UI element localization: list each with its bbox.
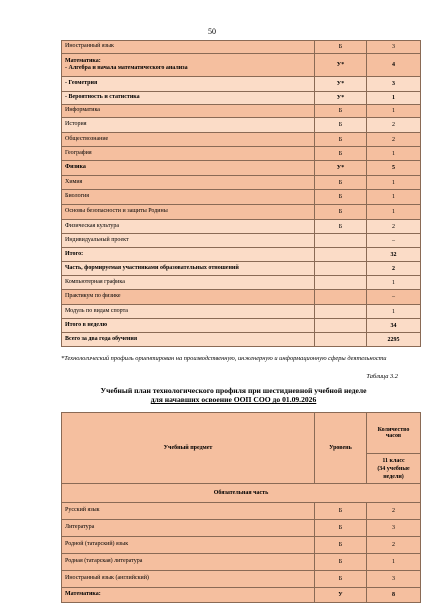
level-cell: Б	[315, 503, 367, 520]
hours-cell: 1	[367, 92, 421, 105]
table-row	[62, 262, 421, 276]
subject-cell: География	[62, 147, 315, 161]
subject-cell: Физика	[62, 161, 315, 176]
table-number: Таблица 3.2	[366, 373, 398, 380]
hours-cell: –	[367, 290, 421, 305]
section-title: Обязательная часть	[62, 484, 421, 503]
subject-cell: Компьютерная графика	[62, 276, 315, 290]
table-row	[62, 248, 421, 262]
subject-cell: Практикум по физике	[62, 290, 315, 305]
table-row	[62, 41, 421, 54]
subject-cell: Литература	[62, 520, 315, 537]
level-cell: Б	[315, 118, 367, 133]
subject-cell: Индивидуальный проект	[62, 234, 315, 248]
hours-cell: 2	[367, 503, 421, 520]
subject-cell: Итого в неделю	[62, 319, 315, 333]
level-cell: Б	[315, 205, 367, 220]
subject-cell: Всего за два года обучения	[62, 333, 315, 347]
hours-cell: 1	[367, 205, 421, 220]
level-cell	[315, 290, 367, 305]
hours-cell: 1	[367, 276, 421, 290]
level-cell	[315, 234, 367, 248]
subject-cell: Русский язык	[62, 503, 315, 520]
table-row	[62, 588, 421, 603]
level-cell: Б	[315, 176, 367, 190]
hours-cell: 1	[367, 105, 421, 118]
table-row	[62, 92, 421, 105]
hours-cell: –	[367, 234, 421, 248]
subject-cell: Физическая культура	[62, 220, 315, 234]
level-cell: Б	[315, 537, 367, 554]
table-title-line-1: Учебный план технологического профиля при шестидневной учебной неделе	[100, 386, 367, 395]
level-cell: У	[315, 588, 367, 603]
hours-cell: 2295	[367, 333, 421, 347]
level-cell: Б	[315, 220, 367, 234]
curriculum-table-2	[61, 412, 421, 603]
header-class: 11 класс (34 учебные недели)	[367, 454, 421, 484]
table-title-line-2: для начавших освоение ООП СОО до 01.09.2026	[150, 395, 317, 404]
table-row	[62, 147, 421, 161]
hours-cell: 3	[367, 520, 421, 537]
level-cell: У*	[315, 54, 367, 77]
subject-cell: Математика: - Алгебра и начала математического анализа	[62, 54, 315, 77]
table-row	[62, 305, 421, 319]
subject-cell: Родная (татарская) литература	[62, 554, 315, 571]
hours-cell: 1	[367, 305, 421, 319]
table-row	[62, 290, 421, 305]
subject-cell: - Геометрия	[62, 77, 315, 92]
table-row	[62, 190, 421, 205]
hours-cell: 1	[367, 147, 421, 161]
subject-cell: Информатика	[62, 105, 315, 118]
subject-cell: Иностранный язык (английский)	[62, 571, 315, 588]
subject-cell: - Вероятность и статистика	[62, 92, 315, 105]
subject-cell: Математика:	[62, 588, 315, 603]
table-row	[62, 220, 421, 234]
table-row	[62, 554, 421, 571]
level-cell: Б	[315, 554, 367, 571]
level-cell: Б	[315, 190, 367, 205]
subject-cell: Часть, формируемая участниками образовательных отношений	[62, 262, 315, 276]
level-cell	[315, 276, 367, 290]
hours-cell: 1	[367, 176, 421, 190]
hours-cell: 2	[367, 133, 421, 147]
level-cell: Б	[315, 105, 367, 118]
level-cell: Б	[315, 133, 367, 147]
hours-cell: 3	[367, 571, 421, 588]
level-cell	[315, 262, 367, 276]
table-title	[61, 386, 406, 404]
table-row	[62, 520, 421, 537]
table-row	[62, 503, 421, 520]
header-subject: Учебный предмет	[62, 413, 315, 484]
hours-cell: 8	[367, 588, 421, 603]
table-row	[62, 537, 421, 554]
table-row	[62, 176, 421, 190]
level-cell: У*	[315, 92, 367, 105]
hours-cell: 5	[367, 161, 421, 176]
level-cell	[315, 305, 367, 319]
table-row	[62, 54, 421, 77]
hours-cell: 3	[367, 77, 421, 92]
table-header-row	[62, 413, 421, 454]
subject-cell: Обществознание	[62, 133, 315, 147]
level-cell	[315, 248, 367, 262]
hours-cell: 2	[367, 118, 421, 133]
curriculum-table-1	[61, 40, 421, 347]
level-cell	[315, 319, 367, 333]
subject-cell: Модуль по видам спорта	[62, 305, 315, 319]
header-level: Уровень	[315, 413, 367, 484]
hours-cell: 2	[367, 220, 421, 234]
subject-cell: Итого:	[62, 248, 315, 262]
table-row	[62, 77, 421, 92]
level-cell	[315, 333, 367, 347]
hours-cell: 3	[367, 41, 421, 54]
level-cell: Б	[315, 520, 367, 537]
page-number: 50	[208, 27, 216, 36]
table-row	[62, 333, 421, 347]
table-row	[62, 319, 421, 333]
subject-cell: Химия	[62, 176, 315, 190]
subject-cell: Биология	[62, 190, 315, 205]
subject-cell: Иностранный язык	[62, 41, 315, 54]
table-row	[62, 133, 421, 147]
level-cell: У*	[315, 161, 367, 176]
footnote: *Технологический профиль ориентирован на производственную, инженерную и информационную сферы деятельности	[61, 355, 387, 362]
hours-cell: 34	[367, 319, 421, 333]
level-cell: Б	[315, 571, 367, 588]
hours-cell: 2	[367, 262, 421, 276]
subject-cell: Родной (татарский) язык	[62, 537, 315, 554]
table-row	[62, 234, 421, 248]
level-cell: У*	[315, 77, 367, 92]
hours-cell: 1	[367, 190, 421, 205]
table-row	[62, 205, 421, 220]
level-cell: Б	[315, 41, 367, 54]
hours-cell: 1	[367, 554, 421, 571]
level-cell: Б	[315, 147, 367, 161]
table-row	[62, 276, 421, 290]
table-row	[62, 118, 421, 133]
table-row	[62, 571, 421, 588]
hours-cell: 32	[367, 248, 421, 262]
table-row	[62, 161, 421, 176]
header-hours: Количество часов	[367, 413, 421, 454]
section-row	[62, 484, 421, 503]
hours-cell: 4	[367, 54, 421, 77]
subject-cell: История	[62, 118, 315, 133]
hours-cell: 2	[367, 537, 421, 554]
subject-cell: Основы безопасности и защиты Родины	[62, 205, 315, 220]
table-row	[62, 105, 421, 118]
